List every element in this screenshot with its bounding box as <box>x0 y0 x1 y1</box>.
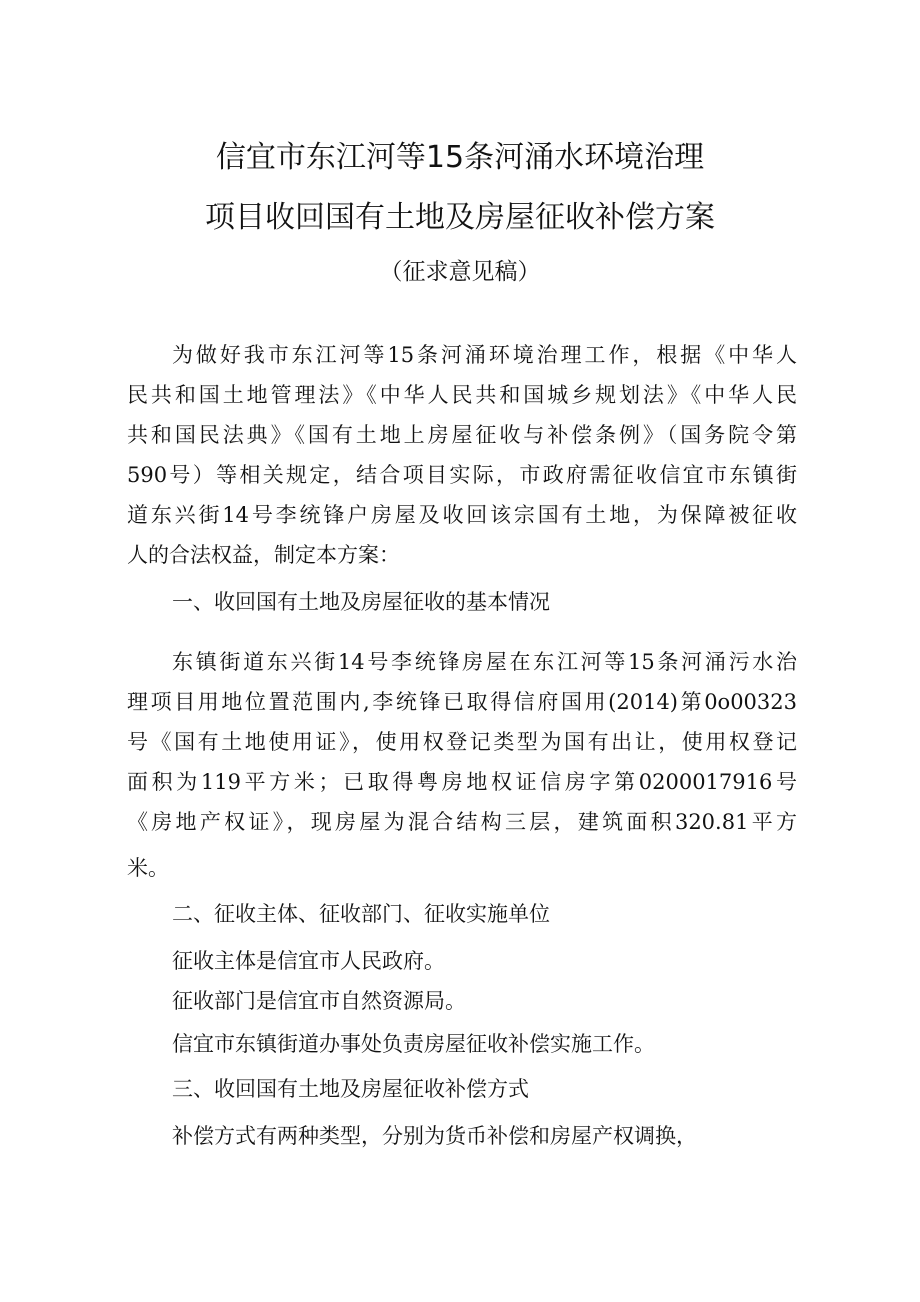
section-line: 征收部门是信宜市自然资源局。 <box>172 989 466 1013</box>
section-line: 面积为119平方米；已取得粤房地权证信房字第0200017916号 <box>127 770 797 794</box>
document-title-line-1: 信宜市东江河等15条河涌水环境治理 <box>215 140 705 175</box>
document-subtitle: （征求意见稿） <box>379 259 541 285</box>
section-line: 东镇街道东兴街14号李统锋房屋在东江河等15条河涌污水治 <box>172 650 797 674</box>
section-heading: 三、收回国有土地及房屋征收补偿方式 <box>172 1077 529 1101</box>
intro-line: 民共和国土地管理法》《中华人民共和国城乡规划法》《中华人民 <box>127 383 797 407</box>
section-line: 补偿方式有两种类型，分别为货币补偿和房屋产权调换， <box>172 1124 697 1148</box>
section-heading: 二、征收主体、征收部门、征收实施单位 <box>172 902 550 926</box>
section-line: 号《国有土地使用证》，使用权登记类型为国有出让，使用权登记 <box>127 730 797 754</box>
document-title-line-2: 项目收回国有土地及房屋征收补偿方案 <box>205 200 715 235</box>
section-line: 《房地产权证》，现房屋为混合结构三层，建筑面积320.81平方 <box>127 810 797 834</box>
section-heading: 一、收回国有土地及房屋征收的基本情况 <box>172 590 550 614</box>
intro-line: 共和国民法典》《国有土地上房屋征收与补偿条例》（国务院令第 <box>127 423 797 447</box>
intro-line: 人的合法权益，制定本方案： <box>127 543 400 567</box>
intro-line: 590号）等相关规定，结合项目实际，市政府需征收信宜市东镇街 <box>127 463 797 487</box>
section-line: 信宜市东镇街道办事处负责房屋征收补偿实施工作。 <box>172 1032 655 1056</box>
intro-line: 道东兴街14号李统锋户房屋及收回该宗国有土地，为保障被征收 <box>127 503 797 527</box>
section-line: 米。 <box>127 856 169 880</box>
section-line: 理项目用地位置范围内,李统锋已取得信府国用(2014)第0o00323 <box>127 690 797 714</box>
intro-line: 为做好我市东江河等15条河涌环境治理工作，根据《中华人 <box>172 343 797 367</box>
section-line: 征收主体是信宜市人民政府。 <box>172 949 445 973</box>
